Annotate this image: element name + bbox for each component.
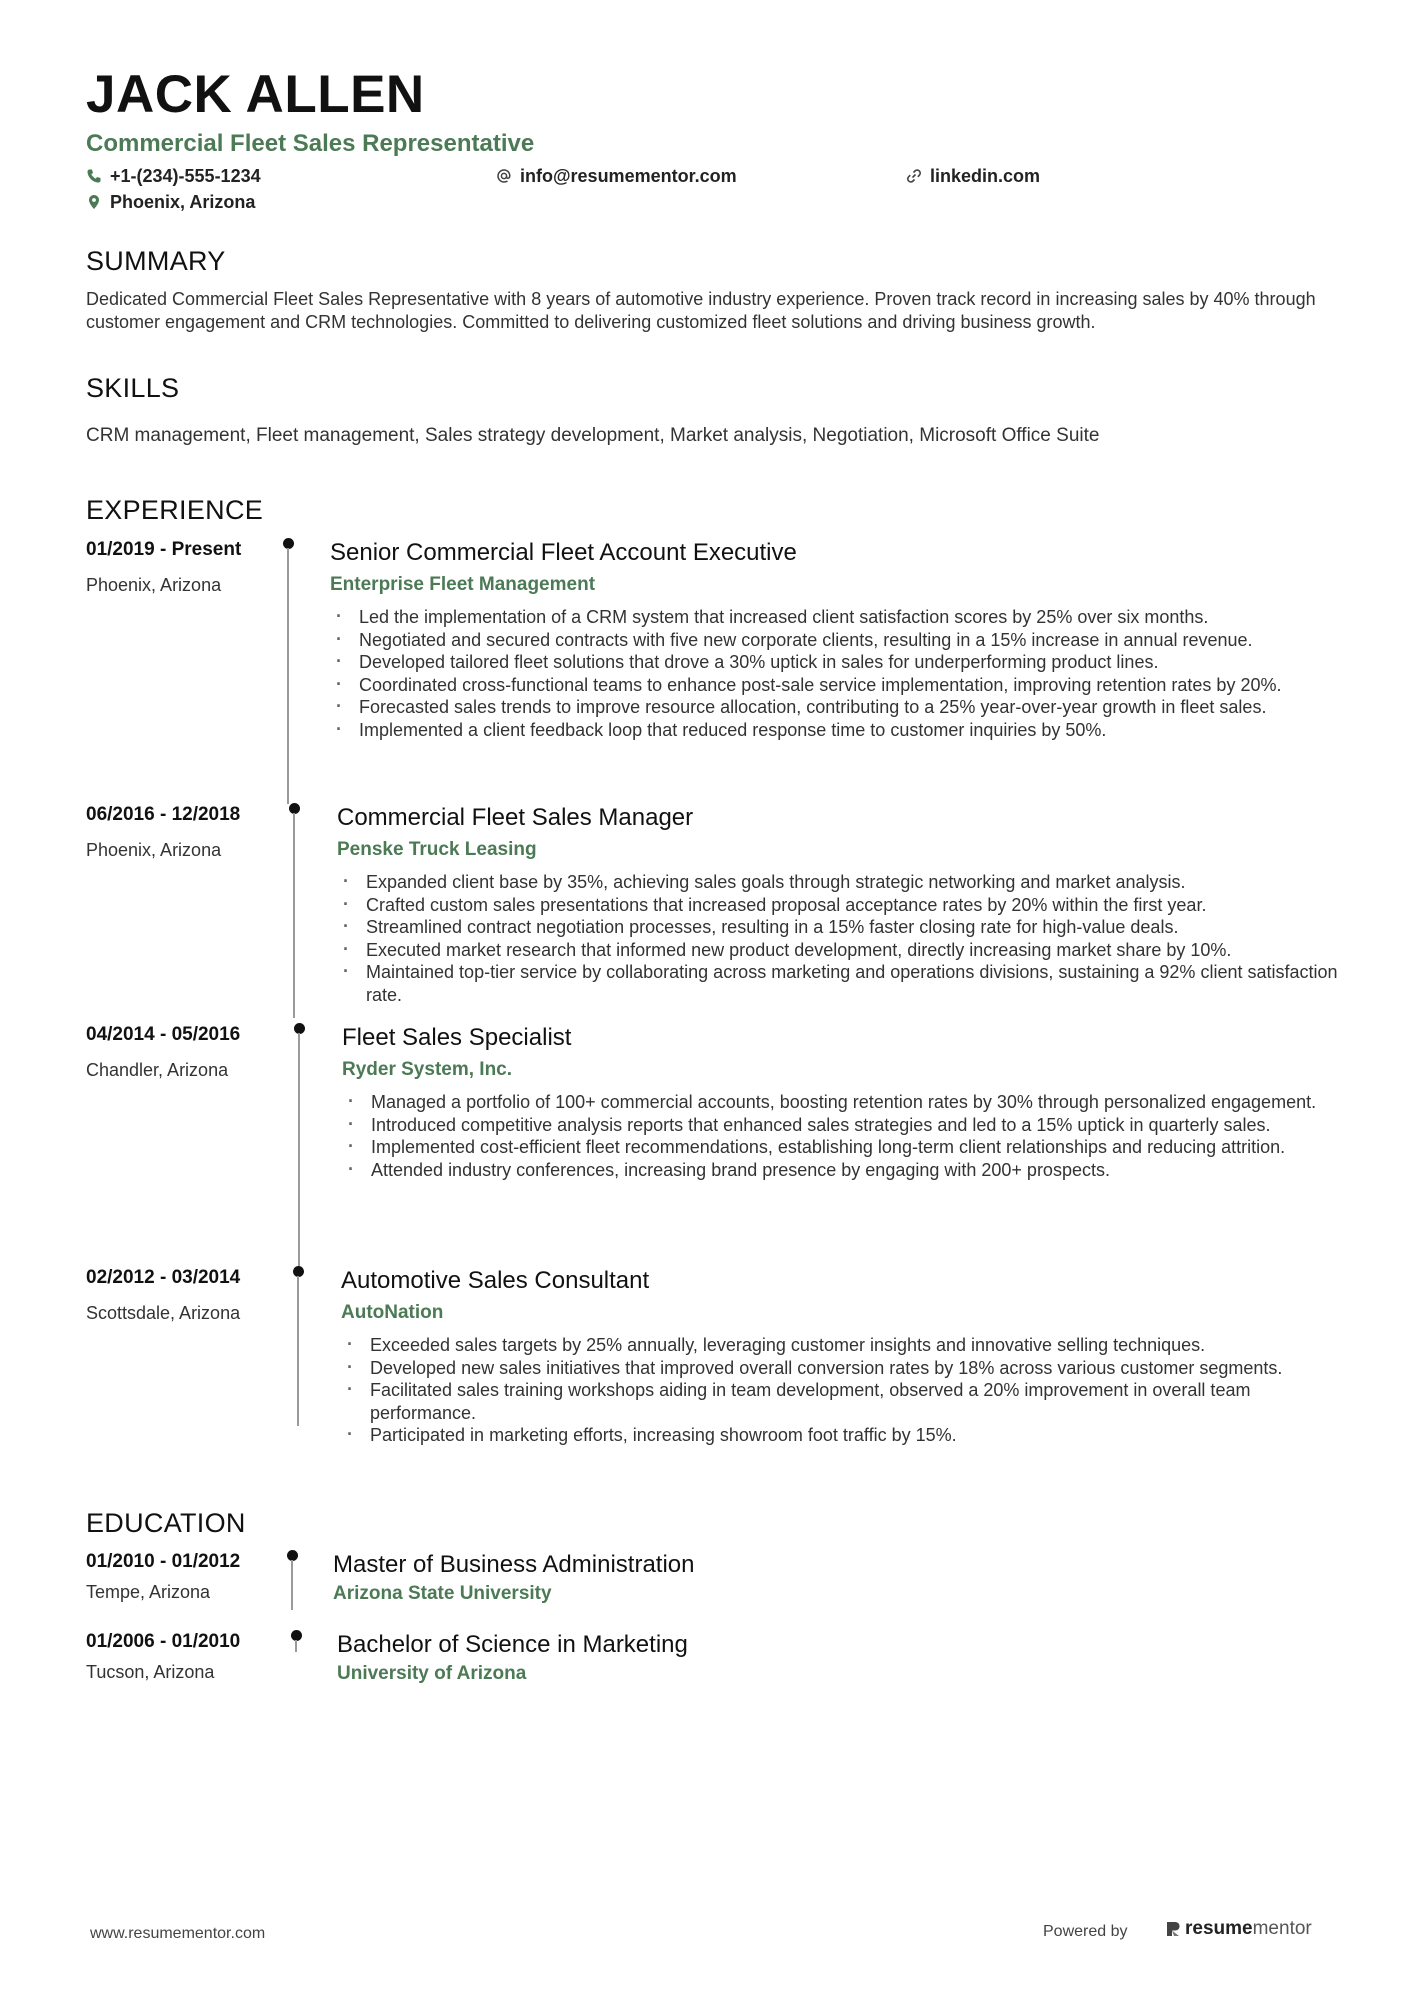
footer-powered-by: Powered by [1043,1923,1128,1940]
job-body [330,540,1346,742]
summary-heading: SUMMARY [86,246,226,276]
contact-location [86,193,255,211]
education-date: 01/2006 - 01/2010 [86,1631,241,1652]
job-body [341,1268,1347,1447]
job-date: 06/2016 - 12/2018 [86,804,241,825]
job-bullets [341,1334,1347,1447]
job-bullet: · Implemented cost-efficient fleet recommendations, establishing long-term client relationships and reducing attrition. [342,1136,1347,1159]
experience-heading: EXPERIENCE [86,495,264,525]
brand-logo[interactable] [1165,1918,1312,1940]
candidate-role: Commercial Fleet Sales Representative [86,130,535,157]
link-icon [906,168,922,184]
education-location: Tucson, Arizona [86,1662,215,1682]
resumementor-logo-icon [1165,1920,1181,1938]
job-bullet: · Implemented a client feedback loop that reduced response time to customer inquiries by 50%. [330,719,1346,742]
candidate-name: JACK ALLEN [86,65,425,124]
job-bullet: · Exceeded sales targets by 25% annually, leveraging customer insights and innovative selling techniques. [341,1334,1347,1357]
job-date: 01/2019 - Present [86,539,242,560]
job-bullet: · Forecasted sales trends to improve resource allocation, contributing to a 25% year-over-year growth in fleet sales. [330,696,1346,719]
education-body [337,1632,1337,1683]
education-degree: Bachelor of Science in Marketing [337,1631,688,1658]
job-date: 02/2012 - 03/2014 [86,1267,241,1288]
job-date: 04/2014 - 05/2016 [86,1024,241,1045]
job-bullet: · Developed tailored fleet solutions that drove a 30% uptick in sales for underperforming product lines. [330,651,1346,674]
job-bullets [342,1091,1347,1181]
timeline-line [293,813,295,1018]
job-title: Commercial Fleet Sales Manager [337,804,694,831]
timeline-line [295,1640,297,1652]
job-company: Enterprise Fleet Management [330,574,596,595]
education-heading: EDUCATION [86,1508,246,1538]
timeline-line [298,1033,300,1266]
job-body [342,1025,1347,1181]
education-school: University of Arizona [337,1663,527,1684]
job-company: AutoNation [341,1302,444,1323]
timeline-line [291,1560,293,1610]
job-bullet: · Crafted custom sales presentations that increased proposal acceptance rates by 20% within the first year. [337,894,1347,917]
brand-name-bold: resume [1185,1918,1253,1939]
job-bullets [337,871,1347,1007]
timeline-line [287,548,289,804]
job-bullet: · Facilitated sales training workshops aiding in team development, observed a 20% improvement in overall team performance. [341,1379,1347,1424]
location-pin-icon [86,194,102,210]
job-body [337,805,1347,1007]
job-title: Senior Commercial Fleet Account Executive [330,539,797,566]
job-bullet: · Coordinated cross-functional teams to enhance post-sale service implementation, improving retention rates by 20%. [330,674,1346,697]
education-body [333,1552,1333,1603]
job-bullet: · Expanded client base by 35%, achieving sales goals through strategic networking and market analysis. [337,871,1347,894]
contact-email[interactable] [496,167,737,185]
job-title: Fleet Sales Specialist [342,1024,572,1051]
brand-name-light: mentor [1252,1918,1312,1939]
job-bullet: · Negotiated and secured contracts with five new corporate clients, resulting in a 15% increase in annual revenue. [330,629,1346,652]
job-bullet: · Maintained top-tier service by collaborating across marketing and operations divisions, sustaining a 92% client satisfaction rate. [337,961,1347,1006]
phone-icon [86,168,102,184]
job-location: Scottsdale, Arizona [86,1303,241,1323]
job-bullet: · Attended industry conferences, increasing brand presence by engaging with 200+ prospects. [342,1159,1347,1182]
phone-text: +1-(234)-555-1234 [110,166,261,186]
job-bullet: · Executed market research that informed new product development, directly increasing market share by 10%. [337,939,1347,962]
skills-text: CRM management, Fleet management, Sales strategy development, Market analysis, Negotiation, Microsoft Office Suite [86,425,1100,446]
job-bullet: · Streamlined contract negotiation processes, resulting in a 15% faster closing rate for high-value deals. [337,916,1347,939]
job-bullet: · Introduced competitive analysis reports that enhanced sales strategies and led to a 15% uptick in quarterly sales. [342,1114,1347,1137]
job-location: Chandler, Arizona [86,1060,229,1080]
education-school: Arizona State University [333,1583,552,1604]
education-degree: Master of Business Administration [333,1551,695,1578]
timeline-line [297,1276,299,1426]
contact-linkedin[interactable] [906,167,1040,185]
email-text: info@resumementor.com [520,166,737,186]
contact-phone[interactable] [86,167,261,185]
job-title: Automotive Sales Consultant [341,1267,650,1294]
job-bullets [330,606,1346,742]
job-location: Phoenix, Arizona [86,840,222,860]
job-company: Penske Truck Leasing [337,839,537,860]
job-company: Ryder System, Inc. [342,1059,513,1080]
at-sign-icon [496,168,512,184]
job-location: Phoenix, Arizona [86,575,222,595]
education-date: 01/2010 - 01/2012 [86,1551,241,1572]
linkedin-text: linkedin.com [930,166,1041,186]
education-location: Tempe, Arizona [86,1582,211,1602]
skills-heading: SKILLS [86,373,180,403]
location-text: Phoenix, Arizona [110,192,256,212]
summary-text: Dedicated Commercial Fleet Sales Representative with 8 years of automotive industry experience. Proven track record in increasing sales by 40% through customer engagement and CRM technologies. Committed to delivering customized fleet solutions and driving business growth. [86,289,1316,332]
job-bullet: · Managed a portfolio of 100+ commercial accounts, boosting retention rates by 30% through personalized engagement. [342,1091,1347,1114]
job-bullet: · Developed new sales initiatives that improved overall conversion rates by 18% across various customer segments. [341,1357,1347,1380]
job-bullet: · Led the implementation of a CRM system that increased client satisfaction scores by 25% over six months. [330,606,1346,629]
job-bullet: · Participated in marketing efforts, increasing showroom foot traffic by 15%. [341,1424,1347,1447]
footer-website-link[interactable]: www.resumementor.com [90,1925,266,1942]
